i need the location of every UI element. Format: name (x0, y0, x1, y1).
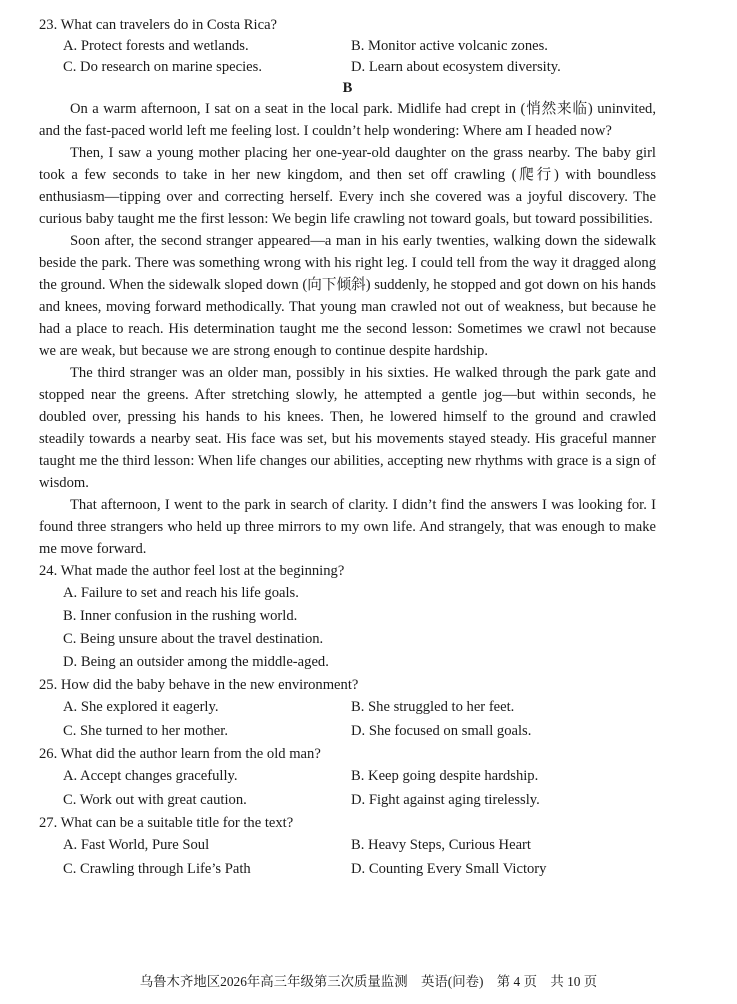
option-b: B. Monitor active volcanic zones. (351, 38, 548, 54)
question-text: 24. What made the author feel lost at the beginning? (39, 563, 345, 579)
question-text: 27. What can be a suitable title for the text? (39, 815, 294, 831)
option-a: A. Failure to set and reach his life goals. (63, 585, 299, 601)
question-text: 23. What can travelers do in Costa Rica? (39, 17, 278, 33)
question-24 (39, 560, 656, 674)
option-d: D. Being an outsider among the middle-aged. (63, 654, 329, 670)
option-d: D. Fight against aging tirelessly. (351, 792, 540, 808)
section-heading: B (342, 80, 353, 96)
option-d: D. Counting Every Small Victory (351, 861, 547, 877)
option-b: B. Heavy Steps, Curious Heart (351, 837, 531, 853)
exam-title: 乌鲁木齐地区2026年高三年级第三次质量监测 (139, 974, 408, 989)
option-row (39, 788, 656, 812)
option-c: C. Crawling through Life’s Path (63, 861, 251, 877)
option-row (39, 57, 656, 78)
option-d: D. Learn about ecosystem diversity. (351, 59, 561, 75)
option-c: C. She turned to her mother. (63, 723, 228, 739)
option-a: A. Fast World, Pure Soul (63, 837, 210, 853)
option-c: C. Work out with great caution. (63, 792, 247, 808)
option-row (39, 36, 656, 57)
option-row (39, 857, 656, 881)
option-row (39, 696, 656, 719)
option-c: C. Do research on marine species. (63, 59, 262, 75)
option-b: B. She struggled to her feet. (351, 699, 515, 715)
option-b: B. Inner confusion in the rushing world. (63, 608, 298, 624)
option-row (39, 834, 656, 857)
question-26 (39, 743, 656, 812)
page-number: 第 4 页 (496, 974, 537, 989)
passage-paragraph: The third stranger was an older man, possibly in his sixties. He walked through the park gate and stopped near the greens. After stretching slowly, he attempted a gentle jog—but within seconds, he doubled over, pressing his hands to his knees. Then, he lowered himself to the ground and crawled steadily towards a nearby seat. His face was set, but his movements stayed steady. His graceful manner taught me the third lesson: When life changes our abilities, accepting new rhythms with grace is a sign of wisdom. (39, 365, 656, 491)
question-text: 26. What did the author learn from the old man? (39, 746, 321, 762)
option-a: A. Protect forests and wetlands. (63, 38, 249, 54)
option-row (39, 765, 656, 788)
option-a: A. Accept changes gracefully. (63, 768, 238, 784)
subject-label: 英语(问卷) (420, 974, 484, 989)
question-25 (39, 674, 656, 743)
passage-paragraph: On a warm afternoon, I sat on a seat in the local park. Midlife had crept in (悄然来临) uninvited, and the fast-paced world left me feeling lost. I couldn’t help wondering: Where am I headed now? (39, 101, 656, 139)
passage-paragraph: Then, I saw a young mother placing her one-year-old daughter on the grass nearby. The baby girl took a few seconds to take in her new kingdom, and then set off crawling (爬行) with boundless enthusiasm—tipping over and correcting herself. Every inch she covered was a joyful discovery. The curious baby taught me the first lesson: We begin life crawling not toward goals, but toward possibilities. (39, 145, 656, 227)
option-d: D. She focused on small goals. (351, 723, 532, 739)
option-a: A. She explored it eagerly. (63, 699, 219, 715)
option-row (39, 719, 656, 743)
exam-page (39, 14, 656, 881)
page-footer (0, 972, 737, 992)
option-c: C. Being unsure about the travel destination. (63, 631, 324, 647)
passage-paragraph: That afternoon, I went to the park in search of clarity. I didn’t find the answers I was looking for. I found three strangers who held up three mirrors to my own life. And strangely, that was enough to make me move forward. (39, 497, 656, 557)
passage-paragraph: Soon after, the second stranger appeared—a man in his early twenties, walking down the sidewalk beside the park. There was something wrong with his right leg. I could tell from the way it dragged along the ground. When the sidewalk sloped down (向下倾斜) suddenly, he stopped and got down on his hands and knees, moving forward methodically. That young man crawled not out of weakness, but because he had a place to reach. His determination taught me the second lesson: Sometimes we crawl not because we are weak, but because we are strong enough to continue despite hardship. (39, 233, 656, 359)
question-text: 25. How did the baby behave in the new environment? (39, 677, 359, 693)
option-b: B. Keep going despite hardship. (351, 768, 539, 784)
reading-passage (39, 98, 656, 560)
question-27 (39, 812, 656, 881)
question-23 (39, 14, 656, 78)
page-total: 共 10 页 (550, 974, 598, 989)
